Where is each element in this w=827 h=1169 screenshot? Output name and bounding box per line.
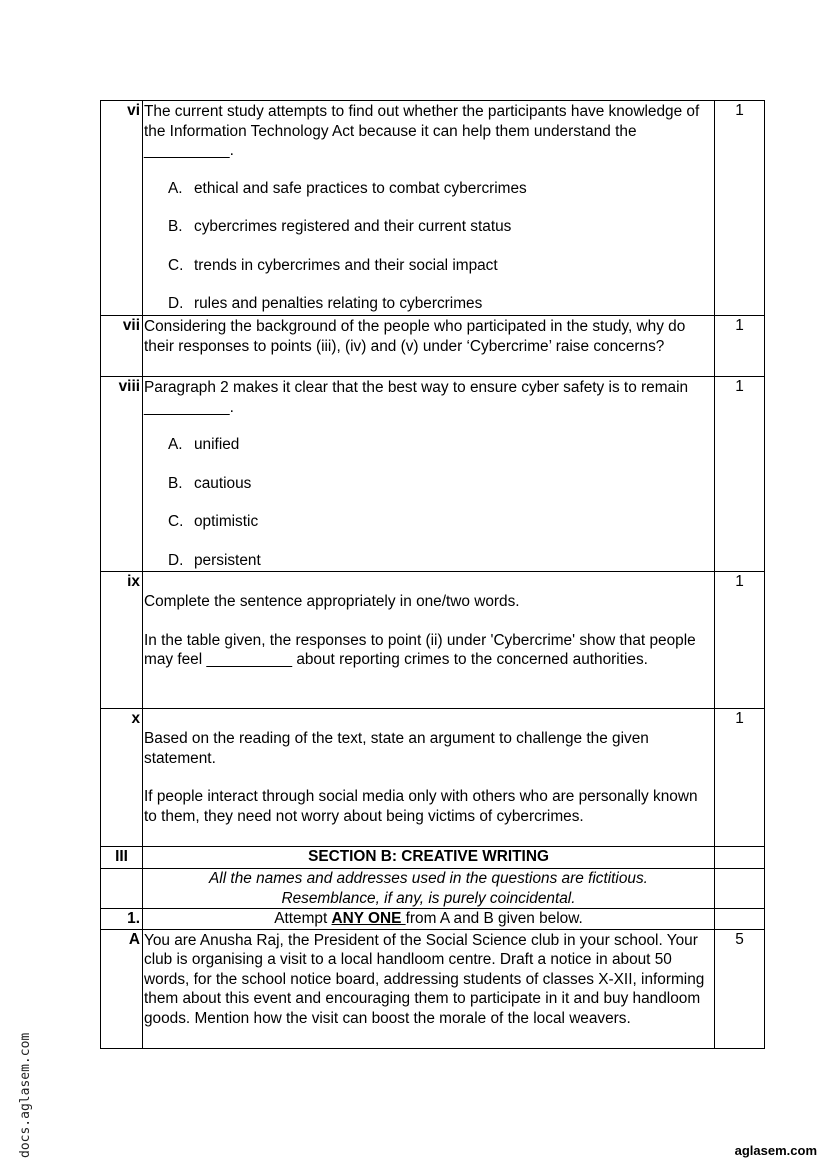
question-row-viii <box>101 377 765 572</box>
disclaimer <box>143 869 715 909</box>
question-cell <box>143 572 715 709</box>
question-row-x <box>101 709 765 847</box>
marks-cell: 1 <box>715 101 765 316</box>
question-table <box>100 100 765 1049</box>
option-c: C. trends in cybercrimes and their social impact <box>168 256 498 274</box>
question-number: vi <box>101 101 143 316</box>
question-row-ix <box>101 572 765 709</box>
marks-cell: 1 <box>715 572 765 709</box>
question-instruction: Based on the reading of the text, state an argument to challenge the given statement. <box>144 730 649 767</box>
section-row <box>101 847 765 869</box>
question-number: vii <box>101 316 143 377</box>
marks-cell <box>715 847 765 869</box>
question-text: Paragraph 2 makes it clear that the best way to ensure cyber safety is to remain __________. <box>144 379 689 416</box>
question-number: viii <box>101 377 143 572</box>
question-cell <box>143 377 715 572</box>
empty-cell <box>101 869 143 909</box>
option-c: C. optimistic <box>168 513 259 530</box>
question-row-1 <box>101 909 765 930</box>
question-number: x <box>101 709 143 847</box>
question-text: The current study attempts to find out whether the participants have knowledge of the Information Technology Act because it can help them understand the __________. <box>144 103 700 159</box>
marks-cell: 5 <box>715 929 765 1048</box>
marks-cell: 1 <box>715 709 765 847</box>
question-row-vi <box>101 101 765 316</box>
section-title: SECTION B: CREATIVE WRITING <box>143 847 715 869</box>
question-cell <box>143 101 715 316</box>
side-watermark: docs.aglasem.com <box>18 1032 33 1158</box>
question-cell <box>143 709 715 847</box>
options-list <box>144 179 712 314</box>
disclaimer-line-2: Resemblance, if any, is purely coincidental. <box>281 889 576 907</box>
option-d: D. rules and penalties relating to cybercrimes <box>168 295 483 312</box>
disclaimer-row <box>101 869 765 909</box>
marks-cell: 1 <box>715 377 765 572</box>
emphasis-text: ANY ONE <box>331 910 406 927</box>
question-text: In the table given, the responses to point (ii) under 'Cybercrime' show that people may feel __________ about reporting crimes to the concerned authorities. <box>144 631 696 668</box>
option-a: A. ethical and safe practices to combat cybercrimes <box>168 179 527 197</box>
marks-cell <box>715 869 765 909</box>
question-text: Considering the background of the people who participated in the study, why do their responses to points (iii), (iv) and (v) under ‘Cybercrime’ raise concerns? <box>143 316 715 377</box>
disclaimer-line-1: All the names and addresses used in the questions are fictitious. <box>209 870 648 887</box>
marks-cell: 1 <box>715 316 765 377</box>
question-instruction: Attempt ANY ONE from A and B given below. <box>143 909 715 930</box>
marks-cell <box>715 909 765 930</box>
question-text: You are Anusha Raj, the President of the Social Science club in your school. Your club is organising a visit to a local handloom centre. Draft a notice in about 50 words, for the school notice board, addressing students of classes X-XII, informing them about this event and encouraging them to participate in it and buy handloom goods. Mention how the visit can boost the morale of the local weavers. <box>143 929 715 1048</box>
question-instruction: Complete the sentence appropriately in one/two words. <box>144 593 520 610</box>
question-number: ix <box>101 572 143 709</box>
question-text: If people interact through social media only with others who are personally known to them, they need not worry about being victims of cybercrimes. <box>144 788 698 825</box>
option-d: D. persistent <box>168 551 261 569</box>
question-number: A <box>101 929 143 1048</box>
question-row-vii <box>101 316 765 377</box>
question-row-a <box>101 929 765 1048</box>
options-list <box>144 435 712 570</box>
option-b: B. cautious <box>168 474 252 492</box>
option-b: B. cybercrimes registered and their current status <box>168 218 512 235</box>
section-number: III <box>101 847 143 869</box>
option-a: A. unified <box>168 436 240 453</box>
question-number: 1. <box>101 909 143 930</box>
brand-watermark: aglasem.com <box>734 1143 817 1158</box>
